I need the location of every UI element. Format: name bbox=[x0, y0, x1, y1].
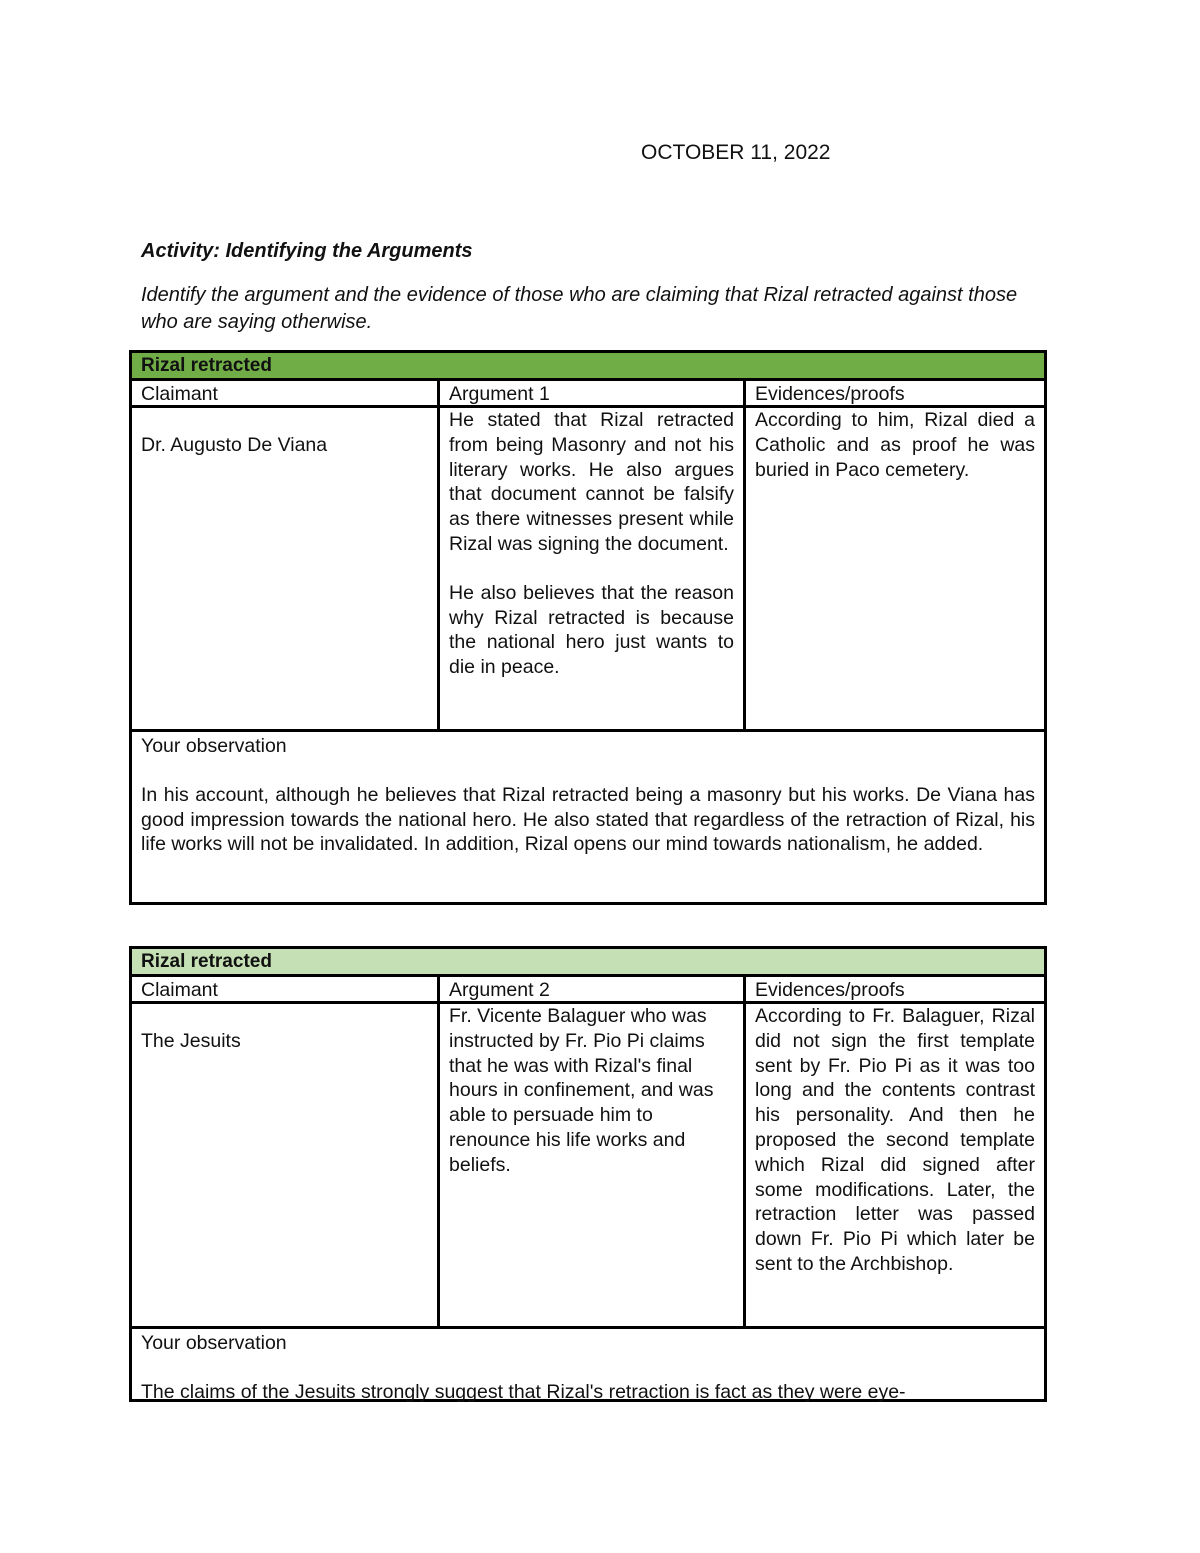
evidence-cell bbox=[743, 1004, 1044, 1326]
observation-text: The claims of the Jesuits strongly suggest that Rizal's retraction is fact as they were eye- bbox=[141, 1380, 906, 1403]
column-labels-row bbox=[132, 977, 1044, 1004]
table-row bbox=[132, 408, 1044, 732]
column-label-evidence: Evidences/proofs bbox=[743, 381, 1044, 405]
column-label-argument: Argument 2 bbox=[437, 977, 743, 1001]
claimant-name: Dr. Augusto De Viana bbox=[141, 434, 328, 456]
column-label-claimant: Claimant bbox=[141, 979, 218, 1001]
observation-label: Your observation bbox=[141, 1332, 287, 1354]
column-label-evidence: Evidences/proofs bbox=[743, 977, 1044, 1001]
evidence-text: According to him, Rizal died a Catholic and as proof he was buried in Paco cemetery. bbox=[755, 409, 1035, 481]
table-header: Rizal retracted bbox=[132, 949, 1044, 977]
evidence-cell bbox=[743, 408, 1044, 729]
argument-table-2 bbox=[129, 946, 1047, 1402]
activity-title: Activity: Identifying the Arguments bbox=[141, 240, 473, 262]
column-labels-row bbox=[132, 381, 1044, 408]
observation-section bbox=[132, 734, 1044, 857]
argument-cell bbox=[437, 408, 743, 729]
observation-label: Your observation bbox=[141, 735, 287, 757]
argument-cell bbox=[437, 1004, 743, 1326]
argument-table-1 bbox=[129, 350, 1047, 905]
argument-paragraph: He stated that Rizal retracted from being Masonry and not his literary works. He also argues that document cannot be falsify as there witnesses present while Rizal was signing the document. bbox=[449, 409, 734, 555]
activity-instructions: Identify the argument and the evidence of those who are claiming that Rizal retracted against those who are saying otherwise. bbox=[141, 284, 1018, 333]
column-label-claimant: Claimant bbox=[141, 383, 218, 405]
table-header: Rizal retracted bbox=[132, 353, 1044, 381]
observation-section bbox=[132, 1331, 1044, 1405]
argument-paragraph: He also believes that the reason why Rizal retracted is because the national hero just wants to die in peace. bbox=[449, 581, 734, 679]
document-date: OCTOBER 11, 2022 bbox=[641, 141, 831, 164]
claimant-cell bbox=[132, 1004, 437, 1326]
evidence-text: According to Fr. Balaguer, Rizal did not sign the first template sent by Fr. Pio Pi as it was too long and the contents contrast his personality. And then he proposed the second template which Rizal did signed after some modifications. Later, the retraction letter was passed down Fr. Pio Pi which later be sent to the Archbishop. bbox=[755, 1005, 1035, 1275]
argument-paragraph: Fr. Vicente Balaguer who was instructed by Fr. Pio Pi claims that he was with Rizal's final hours in confinement, and was able to persuade him to renounce his life works and beliefs. bbox=[449, 1005, 714, 1176]
observation-text: In his account, although he believes that Rizal retracted being a masonry but his works. De Viana has good impression towards the national hero. He also stated that regardless of the retraction of Rizal, his life works will not be invalidated. In addition, Rizal opens our mind towards nationalism, he added. bbox=[141, 783, 1035, 856]
claimant-cell bbox=[132, 408, 437, 729]
table-row bbox=[132, 1004, 1044, 1329]
column-label-argument: Argument 1 bbox=[437, 381, 743, 405]
claimant-name: The Jesuits bbox=[141, 1030, 241, 1052]
